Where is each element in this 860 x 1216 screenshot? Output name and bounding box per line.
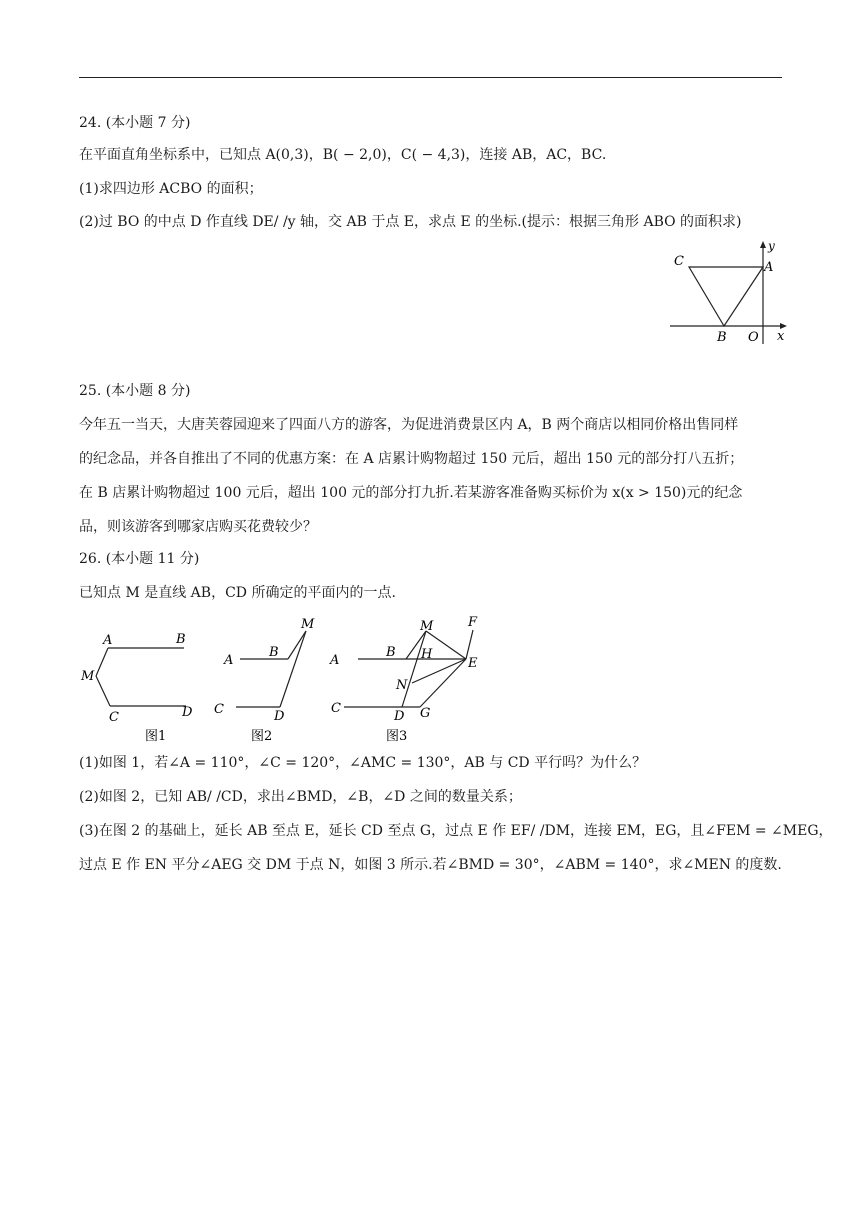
q26-part3-line1: (3)在图 2 的基础上，延长 AB 至点 E，延长 CD 至点 G，过点 E 作 EF/ /DM，连接 EM，EG，且∠FEM = ∠MEG， (79, 823, 833, 839)
fig3-label-m: M (420, 619, 434, 634)
q26-part2: (2)如图 2，已知 AB/ /CD，求出∠BMD，∠B，∠D 之间的数量关系； (79, 789, 522, 805)
fig3-label-f: F (468, 615, 478, 630)
header-rule (79, 77, 782, 78)
fig1-label-c: C (109, 710, 119, 725)
fig3-label-c: C (331, 701, 341, 716)
q24-stem: 在平面直角坐标系中，已知点 A(0,3)，B( − 2,0)，C( − 4,3)，连接 AB，AC，BC. (79, 147, 607, 163)
q26-header: 26. (本小题 11 分) (79, 551, 200, 567)
q24-label-x: x (777, 329, 785, 344)
fig3-label-e: E (468, 656, 478, 671)
fig2-label-b: B (269, 645, 279, 660)
q24-header: 24. (本小题 7 分) (79, 115, 191, 131)
q25-line3: 在 B 店累计购物超过 100 元后，超出 100 元的部分打九折.若某游客准备购买标价为 x(x > 150)元的纪念 (79, 485, 743, 501)
fig3-label-g: G (420, 706, 431, 721)
fig2-caption: 图2 (251, 729, 273, 744)
q24-label-b: B (717, 330, 727, 345)
fig3-label-n: N (396, 678, 408, 693)
q26-part1: (1)如图 1，若∠A = 110°，∠C = 120°，∠AMC = 130°，AB 与 CD 平行吗？为什么？ (79, 755, 647, 771)
q26-figure-2 (214, 612, 327, 746)
fig3-label-a: A (330, 653, 340, 668)
q24-label-a: A (764, 260, 774, 275)
q26-stem: 已知点 M 是直线 AB，CD 所确定的平面内的一点. (79, 585, 396, 601)
q25-header: 25. (本小题 8 分) (79, 383, 191, 399)
q24-part1: (1)求四边形 ACBO 的面积； (79, 181, 263, 197)
fig1-label-b: B (176, 632, 186, 647)
q24-coordinate-figure (664, 236, 794, 348)
q26-figure-3 (330, 610, 490, 746)
q24-label-o: O (748, 330, 759, 345)
fig1-label-d: D (182, 705, 193, 720)
q25-line2: 的纪念品，并各自推出了不同的优惠方案：在 A 店累计购物超过 150 元后，超出 150 元的部分打八五折； (79, 451, 744, 467)
fig2-label-m: M (301, 617, 315, 632)
fig1-caption: 图1 (145, 729, 167, 744)
q24-label-c: C (674, 254, 684, 269)
fig3-caption: 图3 (386, 729, 408, 744)
fig2-label-c: C (214, 702, 224, 717)
q26-figure-1 (76, 626, 201, 746)
fig3-label-b: B (386, 645, 396, 660)
fig1-label-a: A (103, 633, 113, 648)
q24-label-y: y (768, 239, 775, 253)
fig2-label-a: A (224, 653, 234, 668)
fig1-label-m: M (81, 669, 95, 684)
q26-part3-line2: 过点 E 作 EN 平分∠AEG 交 DM 于点 N，如图 3 所示.若∠BMD = 30°，∠ABM = 140°，求∠MEN 的度数. (79, 857, 782, 873)
q24-part2: (2)过 BO 的中点 D 作直线 DE/ /y 轴，交 AB 于点 E，求点 E 的坐标.(提示：根据三角形 ABO 的面积求) (79, 214, 742, 230)
q25-line4: 品，则该游客到哪家店购买花费较少？ (79, 519, 317, 535)
fig3-label-d: D (394, 709, 405, 724)
fig3-label-h: H (421, 647, 433, 662)
fig2-label-d: D (274, 709, 285, 724)
q25-line1: 今年五一当天，大唐芙蓉园迎来了四面八方的游客，为促进消费景区内 A，B 两个商店以相同价格出售同样 (79, 417, 739, 433)
